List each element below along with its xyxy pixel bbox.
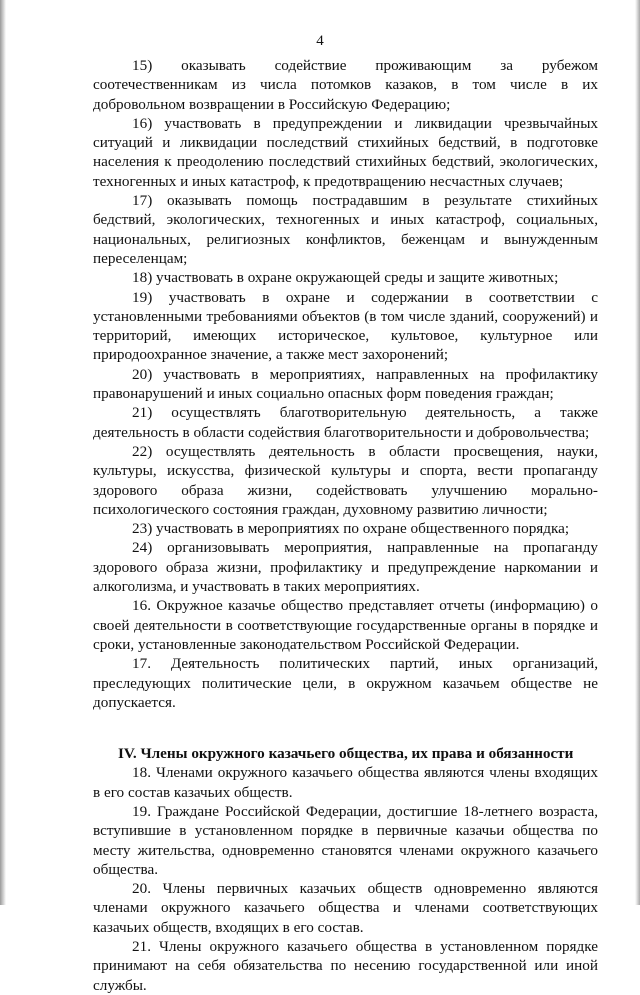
list-item: 17) оказывать помощь пострадавшим в результате стихийных бедствий, экологических, техногенных и иных катастроф, социальных, национальных, религиозных конфликтов, беженцам и вынужденным переселенцам; bbox=[93, 192, 598, 267]
section-heading: IV. Члены окружного казачьего общества, их права и обязанности bbox=[118, 745, 574, 763]
list-item: 22) осуществлять деятельность в области просвещения, науки, культуры, искусства, физической культуры и спорта, вести пропаганду здорового образа жизни, содействовать улучшению морально-психологического состояния граждан, духовному развитию личности; bbox=[93, 442, 598, 518]
list-item: 23) участвовать в мероприятиях по охране общественного порядка; bbox=[132, 520, 570, 538]
clause-paragraph: 17. Деятельность политических партий, иных организаций, преследующих политические цели, в окружном казачьем обществе не допускается. bbox=[93, 655, 598, 711]
clause-paragraph: 21. Члены окружного казачьего общества в установленном порядке принимают на себя обязательства по несению государственной или иной службы. bbox=[93, 938, 598, 994]
list-item: 18) участвовать в охране окружающей среды и защите животных; bbox=[132, 269, 559, 287]
list-item: 19) участвовать в охране и содержании в соответствии с установленными требованиями объектов (в том числе зданий, сооружений) и территорий, имеющих историческое, культовое, культурное или природоохранное значение, а также мест захоронений; bbox=[93, 288, 598, 364]
list-item: 15) оказывать содействие проживающим за рубежом соотечественникам из числа потомков казаков, в том числе в их добровольном возвращении в Российскую Федерацию; bbox=[93, 57, 598, 113]
section-spacer bbox=[93, 712, 598, 744]
list-item: 20) участвовать в мероприятиях, направленных на профилактику правонарушений и иных социально опасных форм поведения граждан; bbox=[93, 365, 598, 403]
page-number: 4 bbox=[316, 33, 324, 49]
clause-paragraph: 16. Окружное казачье общество представляет отчеты (информацию) о своей деятельности в соответствующие государственные органы в порядке и сроки, установленные законодательством Российской Федерации. bbox=[93, 597, 598, 653]
list-item: 24) организовывать мероприятия, направленные на пропаганду здорового образа жизни, профилактику и предупреждение наркомании и алкоголизма, и участвовать в таких мероприятиях. bbox=[93, 539, 598, 596]
scan-edge-right bbox=[635, 0, 640, 905]
list-item: 21) осуществлять благотворительную деятельность, а также деятельность в области содействия благотворительности и добровольчества; bbox=[93, 404, 598, 441]
list-item: 16) участвовать в предупреждении и ликвидации чрезвычайных ситуаций и ликвидации последствий стихийных бедствий, в подготовке населения к преодолению последствий стихийных бедствий, экологических, техногенных и иных катастроф, к предотвращению несчастных случаев; bbox=[93, 114, 598, 190]
clause-paragraph: 18. Членами окружного казачьего общества являются члены входящих в его состав казачьих обществ. bbox=[93, 764, 598, 801]
clause-paragraph: 19. Граждане Российской Федерации, достигшие 18-летнего возраста, вступившие в установленном порядке в первичные казачьи общества по месту жительства, одновременно становятся членами окружного казачьего общества. bbox=[93, 802, 598, 878]
clause-paragraph: 20. Члены первичных казачьих обществ одновременно являются членами окружного казачьего общества и членами соответствующих казачьих обществ, входящих в его состав. bbox=[93, 880, 598, 936]
scan-edge-left bbox=[0, 0, 6, 905]
document-body bbox=[93, 56, 598, 995]
